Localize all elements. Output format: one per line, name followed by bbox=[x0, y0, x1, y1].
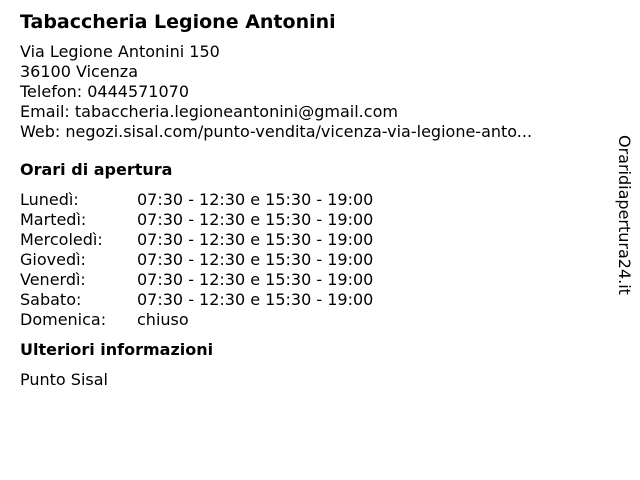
address-line-1: Via Legione Antonini 150 bbox=[20, 42, 220, 61]
day-label: Lunedì: bbox=[20, 190, 79, 209]
opening-hours-table bbox=[20, 190, 373, 330]
address-line-2: 36100 Vicenza bbox=[20, 62, 139, 81]
day-label: Domenica: bbox=[20, 310, 107, 329]
hours-row bbox=[20, 210, 373, 230]
day-label: Giovedì: bbox=[20, 250, 86, 269]
day-label: Venerdì: bbox=[20, 270, 86, 289]
day-hours: 07:30 - 12:30 e 15:30 - 19:00 bbox=[137, 210, 374, 229]
hours-row bbox=[20, 230, 373, 250]
day-hours: 07:30 - 12:30 e 15:30 - 19:00 bbox=[137, 230, 374, 249]
business-card bbox=[20, 10, 600, 390]
day-hours: chiuso bbox=[137, 310, 189, 329]
business-name: Tabaccheria Legione Antonini bbox=[20, 11, 336, 33]
email-line: Email: tabaccheria.legioneantonini@gmail.com bbox=[20, 102, 398, 121]
opening-hours-heading: Orari di apertura bbox=[20, 160, 173, 179]
phone-line: Telefon: 0444571070 bbox=[20, 82, 190, 101]
additional-info-text: Punto Sisal bbox=[20, 370, 108, 389]
web-line: Web: negozi.sisal.com/punto-vendita/vicenza-via-legione-anto... bbox=[20, 122, 533, 141]
hours-row bbox=[20, 190, 373, 210]
hours-row bbox=[20, 270, 373, 290]
additional-info-heading: Ulteriori informazioni bbox=[20, 340, 214, 359]
day-label: Mercoledì: bbox=[20, 230, 103, 249]
hours-row bbox=[20, 290, 373, 310]
hours-row bbox=[20, 310, 373, 330]
day-hours: 07:30 - 12:30 e 15:30 - 19:00 bbox=[137, 190, 374, 209]
day-label: Martedì: bbox=[20, 210, 87, 229]
day-label: Sabato: bbox=[20, 290, 82, 309]
day-hours: 07:30 - 12:30 e 15:30 - 19:00 bbox=[137, 270, 374, 289]
day-hours: 07:30 - 12:30 e 15:30 - 19:00 bbox=[137, 250, 374, 269]
hours-row bbox=[20, 250, 373, 270]
day-hours: 07:30 - 12:30 e 15:30 - 19:00 bbox=[137, 290, 374, 309]
site-brand-label: Oraridiapertura24.it bbox=[615, 135, 634, 295]
